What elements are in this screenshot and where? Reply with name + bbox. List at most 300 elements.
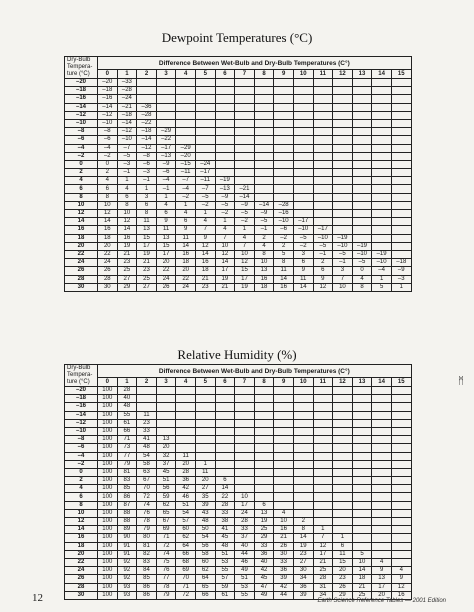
table-cell: –9: [235, 201, 255, 209]
table-cell: 77: [117, 452, 137, 460]
table-cell: [254, 477, 274, 485]
table-row: [65, 567, 412, 575]
table-cell: 21: [137, 259, 157, 267]
table-cell: 16: [254, 275, 274, 283]
dry-bulb-cell: 8: [65, 501, 98, 509]
table-cell: [274, 468, 294, 476]
dry-bulb-cell: 4: [65, 177, 98, 185]
table-cell: 9: [176, 226, 196, 234]
table-cell: [235, 427, 255, 435]
table-cell: –28: [274, 201, 294, 209]
table-cell: [176, 436, 196, 444]
table-cell: [313, 201, 333, 209]
table-cell: 72: [156, 542, 176, 550]
table-cell: [293, 119, 313, 127]
table-cell: 5: [274, 250, 294, 258]
table-cell: [333, 87, 353, 95]
table-row: [65, 210, 412, 218]
table-cell: 17: [215, 267, 235, 275]
table-cell: 62: [176, 534, 196, 542]
table-cell: 92: [117, 575, 137, 583]
table-cell: 23: [293, 550, 313, 558]
table-cell: 19: [215, 275, 235, 283]
table-cell: –5: [352, 259, 372, 267]
table-cell: 36: [293, 583, 313, 591]
table-cell: 22: [176, 275, 196, 283]
column-header: 1: [117, 378, 137, 387]
table-cell: [313, 501, 333, 509]
table-cell: [254, 128, 274, 136]
table-cell: 16: [274, 526, 294, 534]
table-cell: [372, 119, 392, 127]
table-cell: [156, 411, 176, 419]
table-cell: [391, 226, 411, 234]
table-cell: 47: [254, 583, 274, 591]
table-cell: [333, 210, 353, 218]
table-cell: [274, 169, 294, 177]
table-cell: 6: [137, 201, 157, 209]
dry-bulb-cell: –2: [65, 152, 98, 160]
table-cell: 76: [137, 509, 157, 517]
table-cell: [313, 452, 333, 460]
table-cell: [215, 95, 235, 103]
table-cell: 66: [117, 427, 137, 435]
table-cell: 9: [372, 567, 392, 575]
table-cell: [254, 485, 274, 493]
table-cell: [156, 95, 176, 103]
table-cell: 88: [117, 518, 137, 526]
table-cell: –9: [391, 267, 411, 275]
table-cell: 14: [274, 275, 294, 283]
table-cell: 55: [235, 591, 255, 599]
column-header: 2: [137, 70, 157, 79]
table-cell: 12: [215, 250, 235, 258]
table-cell: [313, 444, 333, 452]
table-cell: 51: [156, 477, 176, 485]
table-cell: 1: [195, 210, 215, 218]
dry-bulb-cell: –8: [65, 436, 98, 444]
table-cell: [372, 485, 392, 493]
table-cell: [254, 152, 274, 160]
table-row: [65, 193, 412, 201]
table-cell: [391, 387, 411, 395]
table-row: [65, 259, 412, 267]
table-cell: 100: [98, 460, 118, 468]
table-cell: 33: [274, 558, 294, 566]
table-cell: [274, 103, 294, 111]
table-cell: 100: [98, 518, 118, 526]
table-cell: 14: [195, 250, 215, 258]
table-cell: [176, 427, 196, 435]
table-cell: 12: [313, 542, 333, 550]
table-cell: 10: [254, 259, 274, 267]
table-cell: 14: [176, 242, 196, 250]
dry-bulb-cell: 2: [65, 477, 98, 485]
table-row: [65, 468, 412, 476]
table-cell: [372, 226, 392, 234]
table-cell: [274, 193, 294, 201]
table-cell: [352, 411, 372, 419]
table-cell: 4: [352, 275, 372, 283]
table-cell: [195, 403, 215, 411]
table-cell: 6: [176, 218, 196, 226]
table-cell: [254, 452, 274, 460]
table-cell: [254, 95, 274, 103]
table-cell: –6: [156, 169, 176, 177]
table-cell: 68: [176, 558, 196, 566]
table-cell: 51: [215, 550, 235, 558]
table-cell: [352, 477, 372, 485]
table-cell: [391, 79, 411, 87]
dry-bulb-cell: 12: [65, 518, 98, 526]
table-cell: –8: [137, 152, 157, 160]
table-cell: [137, 87, 157, 95]
table-cell: –14: [117, 119, 137, 127]
table-cell: –13: [156, 152, 176, 160]
table-cell: 54: [176, 509, 196, 517]
table-cell: [333, 427, 353, 435]
table-cell: [235, 177, 255, 185]
table-cell: 2: [98, 169, 118, 177]
table-cell: 22: [98, 250, 118, 258]
table-cell: [254, 185, 274, 193]
table-cell: 16: [195, 259, 215, 267]
table-cell: [352, 395, 372, 403]
table-cell: 72: [137, 493, 157, 501]
table-cell: 67: [137, 477, 157, 485]
table-cell: –10: [333, 242, 353, 250]
table-cell: [254, 119, 274, 127]
table-cell: 83: [137, 558, 157, 566]
table-cell: [313, 169, 333, 177]
table-cell: [195, 436, 215, 444]
table-cell: –7: [176, 177, 196, 185]
dry-bulb-cell: 4: [65, 485, 98, 493]
dry-bulb-cell: –6: [65, 136, 98, 144]
table-cell: –4: [176, 185, 196, 193]
table-cell: –18: [137, 128, 157, 136]
table-cell: 57: [176, 518, 196, 526]
table-cell: 100: [98, 395, 118, 403]
table-cell: 6: [333, 542, 353, 550]
relative-humidity-table-title: Relative Humidity (%): [177, 347, 297, 362]
table-cell: [293, 477, 313, 485]
table-cell: 92: [117, 567, 137, 575]
table-cell: 59: [156, 493, 176, 501]
table-cell: [391, 111, 411, 119]
table-cell: [391, 452, 411, 460]
table-cell: –3: [137, 169, 157, 177]
table-cell: 12: [235, 259, 255, 267]
table-cell: –18: [117, 111, 137, 119]
table-cell: 79: [117, 460, 137, 468]
table-cell: 28: [215, 501, 235, 509]
table-cell: 4: [176, 210, 196, 218]
dry-bulb-cell: 24: [65, 567, 98, 575]
table-cell: [333, 79, 353, 87]
column-header: 2: [137, 378, 157, 387]
table-cell: [372, 177, 392, 185]
table-cell: [333, 111, 353, 119]
table-cell: [274, 460, 294, 468]
column-header: 9: [274, 378, 294, 387]
table-cell: [235, 103, 255, 111]
table-cell: –4: [156, 177, 176, 185]
table-cell: [313, 403, 333, 411]
table-cell: –1: [156, 185, 176, 193]
table-cell: 20: [156, 259, 176, 267]
table-cell: [352, 111, 372, 119]
table-cell: [195, 444, 215, 452]
table-cell: [372, 152, 392, 160]
table-row: [65, 218, 412, 226]
table-cell: [156, 87, 176, 95]
table-cell: [195, 95, 215, 103]
table-cell: [333, 169, 353, 177]
table-cell: [391, 485, 411, 493]
table-cell: [195, 427, 215, 435]
table-cell: [274, 477, 294, 485]
table-cell: –8: [98, 128, 118, 136]
table-row: [65, 460, 412, 468]
table-cell: [391, 518, 411, 526]
table-cell: 25: [313, 567, 333, 575]
table-cell: 34: [313, 591, 333, 599]
table-cell: 62: [195, 567, 215, 575]
table-cell: 9: [391, 575, 411, 583]
table-cell: [274, 79, 294, 87]
table-cell: [333, 460, 353, 468]
table-cell: [333, 419, 353, 427]
table-cell: [293, 136, 313, 144]
table-cell: 3: [137, 193, 157, 201]
table-cell: 19: [235, 283, 255, 291]
table-cell: 100: [98, 509, 118, 517]
table-cell: –15: [176, 160, 196, 168]
dry-bulb-cell: –12: [65, 111, 98, 119]
table-cell: 55: [215, 567, 235, 575]
table-cell: [293, 501, 313, 509]
table-cell: 8: [98, 193, 118, 201]
table-cell: –29: [156, 128, 176, 136]
table-cell: [215, 103, 235, 111]
table-cell: 62: [156, 501, 176, 509]
dry-bulb-cell: 14: [65, 218, 98, 226]
table-cell: [235, 395, 255, 403]
table-cell: 100: [98, 493, 118, 501]
column-header: 0: [98, 378, 118, 387]
table-cell: –9: [254, 210, 274, 218]
table-cell: 100: [98, 403, 118, 411]
table-cell: 72: [176, 591, 196, 599]
table-cell: [372, 210, 392, 218]
table-row: [65, 177, 412, 185]
table-cell: [391, 558, 411, 566]
table-cell: [274, 87, 294, 95]
table-cell: [352, 436, 372, 444]
table-cell: 12: [391, 583, 411, 591]
dry-bulb-cell: 18: [65, 542, 98, 550]
table-cell: [372, 468, 392, 476]
dry-bulb-cell: 26: [65, 575, 98, 583]
table-cell: [333, 136, 353, 144]
table-cell: 61: [117, 419, 137, 427]
table-cell: 61: [215, 591, 235, 599]
table-cell: 15: [156, 242, 176, 250]
table-cell: [352, 501, 372, 509]
table-row: [65, 509, 412, 517]
table-cell: [333, 387, 353, 395]
table-cell: [313, 477, 333, 485]
table-cell: –12: [98, 111, 118, 119]
table-cell: 13: [156, 436, 176, 444]
table-cell: [195, 395, 215, 403]
table-cell: [176, 111, 196, 119]
table-cell: 18: [195, 267, 215, 275]
table-cell: [313, 419, 333, 427]
table-cell: –11: [195, 177, 215, 185]
table-cell: [391, 395, 411, 403]
table-cell: [274, 452, 294, 460]
table-cell: 4: [391, 567, 411, 575]
table-row: [65, 128, 412, 136]
table-cell: 85: [117, 485, 137, 493]
table-cell: 1: [176, 201, 196, 209]
table-cell: [352, 493, 372, 501]
table-cell: –16: [98, 95, 118, 103]
table-cell: [391, 210, 411, 218]
dry-bulb-cell: –2: [65, 460, 98, 468]
table-cell: [372, 436, 392, 444]
table-cell: –5: [117, 152, 137, 160]
table-cell: 66: [176, 550, 196, 558]
table-cell: [372, 242, 392, 250]
table-cell: [235, 452, 255, 460]
table-cell: –36: [137, 103, 157, 111]
table-cell: 1: [372, 275, 392, 283]
table-cell: [254, 177, 274, 185]
dry-bulb-cell: 10: [65, 509, 98, 517]
table-cell: 16: [117, 234, 137, 242]
dry-bulb-cell: 30: [65, 591, 98, 599]
table-cell: [391, 501, 411, 509]
table-cell: 54: [195, 534, 215, 542]
table-cell: 17: [137, 242, 157, 250]
table-cell: [215, 144, 235, 152]
table-cell: [293, 387, 313, 395]
table-cell: [352, 169, 372, 177]
table-cell: 16: [176, 250, 196, 258]
table-cell: [254, 144, 274, 152]
table-cell: [293, 411, 313, 419]
table-cell: 100: [98, 534, 118, 542]
table-cell: 22: [215, 493, 235, 501]
table-cell: [235, 444, 255, 452]
table-cell: 3: [333, 267, 353, 275]
table-cell: 28: [117, 387, 137, 395]
table-cell: [372, 526, 392, 534]
table-cell: 100: [98, 444, 118, 452]
dry-bulb-cell: –18: [65, 87, 98, 95]
table-cell: [372, 427, 392, 435]
table-cell: [391, 427, 411, 435]
table-cell: [254, 169, 274, 177]
table-cell: 45: [215, 534, 235, 542]
table-cell: –10: [372, 259, 392, 267]
table-cell: [293, 395, 313, 403]
table-cell: [195, 411, 215, 419]
table-cell: 19: [254, 518, 274, 526]
table-cell: –6: [137, 160, 157, 168]
table-cell: [352, 152, 372, 160]
table-cell: [195, 387, 215, 395]
table-cell: –19: [333, 234, 353, 242]
table-cell: 17: [156, 250, 176, 258]
table-cell: [391, 419, 411, 427]
table-cell: [274, 185, 294, 193]
table-cell: [333, 193, 353, 201]
dry-bulb-cell: –12: [65, 419, 98, 427]
table-cell: –10: [313, 234, 333, 242]
table-cell: [391, 550, 411, 558]
table-cell: –33: [117, 79, 137, 87]
table-cell: –14: [235, 193, 255, 201]
table-row: [65, 95, 412, 103]
table-cell: [313, 95, 333, 103]
table-cell: [372, 403, 392, 411]
table-cell: [333, 152, 353, 160]
table-cell: [313, 518, 333, 526]
table-cell: 31: [313, 583, 333, 591]
table-cell: 8: [254, 250, 274, 258]
table-cell: 55: [117, 411, 137, 419]
table-cell: [352, 534, 372, 542]
dry-bulb-cell: 6: [65, 185, 98, 193]
table-cell: 17: [313, 550, 333, 558]
table-cell: [372, 493, 392, 501]
table-cell: 91: [117, 542, 137, 550]
table-cell: [352, 201, 372, 209]
table-cell: 1: [391, 283, 411, 291]
column-header: 0: [98, 70, 118, 79]
table-cell: 1: [313, 526, 333, 534]
table-cell: –18: [391, 259, 411, 267]
table-cell: 46: [176, 493, 196, 501]
table-cell: [391, 526, 411, 534]
table-row: [65, 185, 412, 193]
table-cell: [313, 509, 333, 517]
table-cell: 20: [98, 242, 118, 250]
table-cell: [391, 534, 411, 542]
table-cell: 100: [98, 526, 118, 534]
table-cell: 19: [117, 242, 137, 250]
table-cell: [313, 136, 333, 144]
table-cell: 14: [98, 218, 118, 226]
table-cell: [352, 234, 372, 242]
table-cell: 1: [235, 226, 255, 234]
table-cell: [352, 185, 372, 193]
table-cell: 15: [137, 234, 157, 242]
table-cell: [274, 152, 294, 160]
table-cell: [313, 185, 333, 193]
table-cell: [215, 136, 235, 144]
table-cell: 42: [254, 567, 274, 575]
table-cell: 23: [117, 259, 137, 267]
table-cell: 100: [98, 591, 118, 599]
dry-bulb-header: Dry-Bulb Tempera- ture (°C): [65, 365, 98, 387]
table-cell: 10: [98, 201, 118, 209]
column-header: 10: [293, 378, 313, 387]
